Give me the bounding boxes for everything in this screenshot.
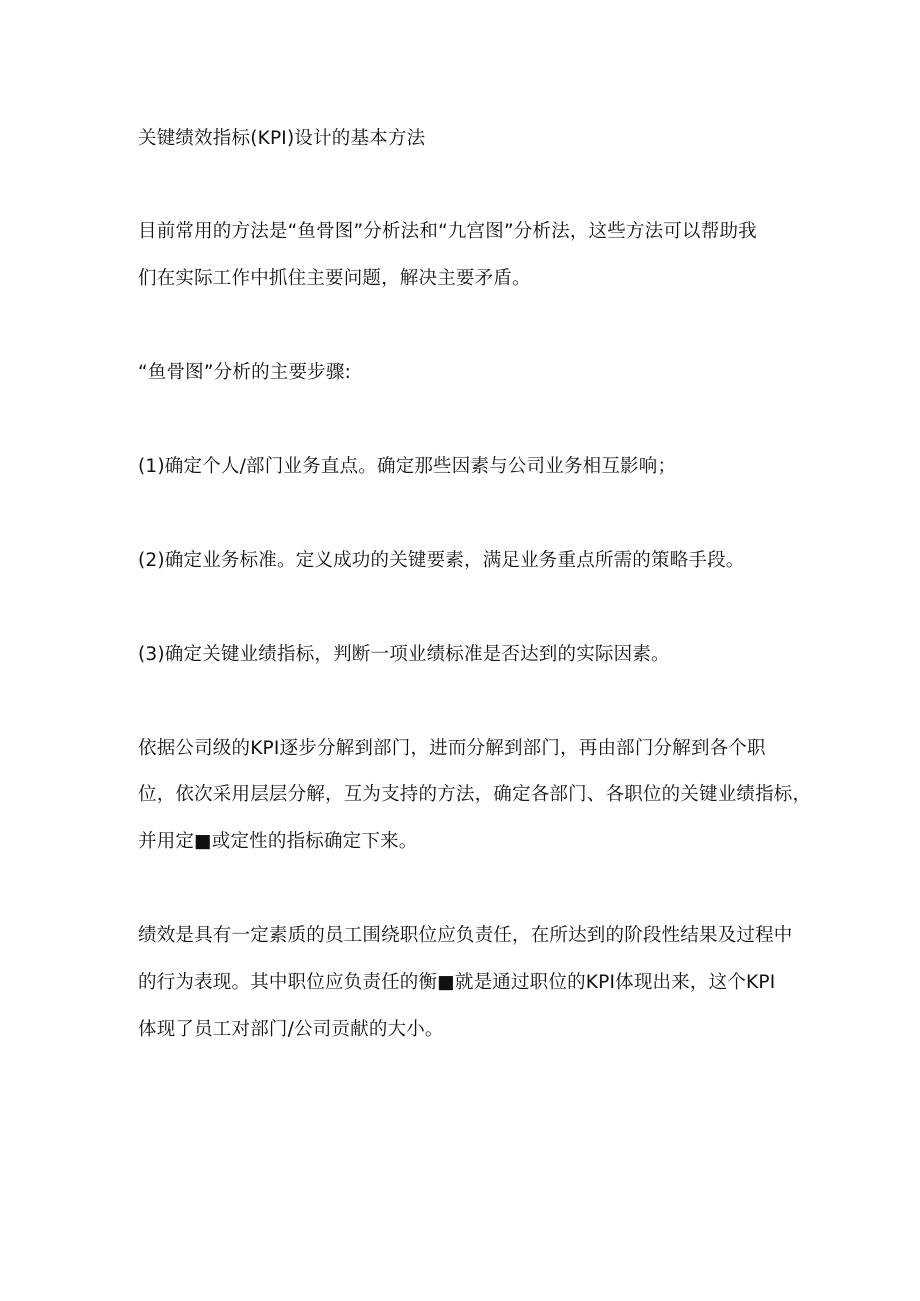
decomposition-paragraph-line-2: 位，依次采用层层分解，互为支持的方法，确定各部门、各职位的关键业绩指标， <box>138 784 812 805</box>
decomposition-paragraph-line-3: 并用定■或定性的指标确定下来。 <box>138 831 418 852</box>
decomposition-paragraph-line-1: 依据公司级的KPI逐步分解到部门，进而分解到部门，再由部门分解到各个职 <box>138 738 766 759</box>
performance-paragraph-line-3: 体现了员工对部门/公司贡献的大小。 <box>138 1019 444 1040</box>
performance-paragraph-line-1: 绩效是具有一定素质的员工围绕职位应负责任，在所达到的阶段性结果及过程中 <box>138 925 793 946</box>
step-item-3: (3)确定关键业绩指标，判断一项业绩标准是否达到的实际因素。 <box>138 644 670 665</box>
document-title: 关键绩效指标(KPI)设计的基本方法 <box>138 128 426 149</box>
steps-heading: “鱼骨图”分析的主要步骤: <box>138 362 352 383</box>
step-item-1: (1)确定个人/部门业务直点。确定那些因素与公司业务相互影响； <box>138 456 677 477</box>
intro-paragraph-line-2: 们在实际工作中抓住主要问题，解决主要矛盾。 <box>138 268 531 289</box>
intro-paragraph-line-1: 目前常用的方法是“鱼骨图”分析法和“九宫图”分析法，这些方法可以帮助我 <box>138 221 757 242</box>
step-item-2: (2)确定业务标准。定义成功的关键要素，满足业务重点所需的策略手段。 <box>138 550 745 571</box>
performance-paragraph-line-2: 的行为表现。其中职位应负责任的衡■就是通过职位的KPI体现出来，这个KPI <box>138 972 776 993</box>
